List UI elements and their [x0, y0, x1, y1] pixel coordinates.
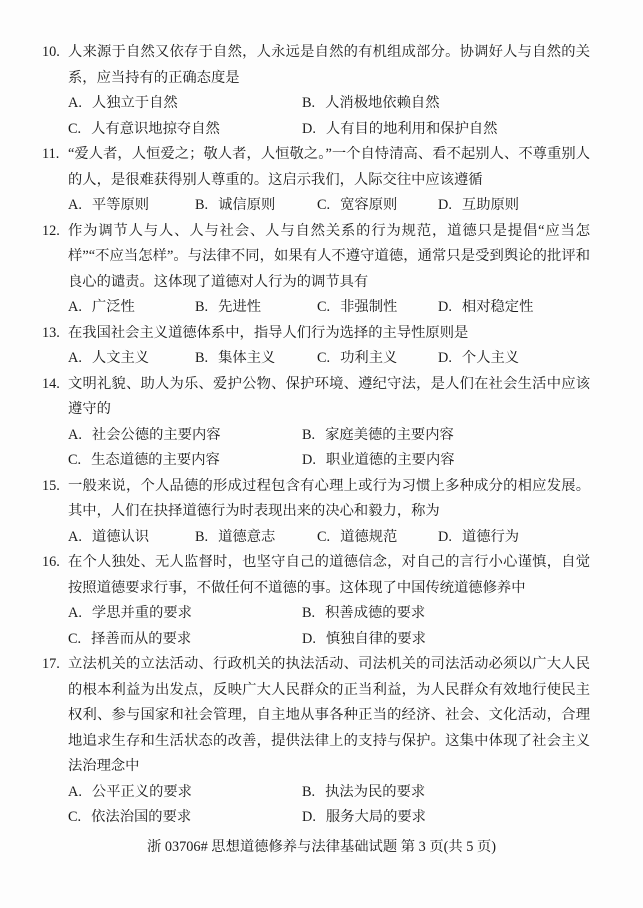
question-body [68, 40, 590, 142]
option-text: 诚信原则 [218, 197, 276, 213]
question-text: 作为调节人与人、人与社会、人与自然关系的行为规范，道德只是提倡“应当怎样”“不应当怎样”。与法律不同，如果有人不遵守道德，通常只是受到舆论的批评和良心的谴责。这体现了道德对人行为的调节具有 [68, 222, 590, 290]
option-label: D. [438, 350, 452, 366]
option-text: 道德意志 [218, 528, 276, 545]
question-number: 12. [42, 222, 60, 239]
option-label: A. [68, 197, 82, 213]
option-text: 社会公德的主要内容 [91, 426, 221, 443]
option-label: C. [317, 299, 331, 315]
option-label: C. [68, 120, 82, 137]
option-label: A. [68, 783, 82, 800]
question [42, 219, 590, 321]
option-label: C. [68, 809, 82, 825]
option-label: C. [317, 350, 331, 366]
question-number: 15. [42, 477, 60, 494]
option-text: 职业道德的主要内容 [325, 452, 455, 468]
option-label: A. [68, 528, 82, 545]
option-label: D. [302, 630, 316, 647]
question-number: 16. [42, 554, 60, 570]
option-text: 先进性 [218, 299, 262, 315]
question [42, 40, 590, 142]
option [438, 295, 590, 321]
option-text: 家庭美德的主要内容 [325, 426, 454, 443]
option [195, 525, 317, 551]
question-text: 立法机关的立法活动、行政机关的执法活动、司法机关的司法活动必须以广大人民的根本利益为出发点，反映广大人民群众的正当利益，为人民群众有效地行使民主权利、参与国家和社会管理，自主地从事各种正当的经济、社会、文化活动，合理地追求生存和生活状态的改善，提供法律上的支持与保护。这集中体现了社会主义法治理念中 [68, 656, 590, 774]
question-number: 10. [42, 44, 60, 60]
question-number: 11. [42, 146, 60, 162]
option [302, 448, 590, 474]
option-text: 人有意识地掠夺自然 [91, 120, 220, 137]
option-label: D. [302, 809, 316, 825]
question-number: 17. [42, 656, 60, 672]
option [195, 193, 317, 219]
question [42, 652, 590, 831]
option-text: 人有目的地利用和保护自然 [325, 120, 498, 137]
option-text: 慎独自律的要求 [325, 630, 426, 647]
option [438, 193, 590, 219]
option [302, 117, 590, 143]
question-body [68, 652, 590, 831]
option-label: B. [195, 299, 209, 315]
option-text: 非强制性 [340, 299, 398, 315]
option [195, 346, 317, 372]
option-text: 道德认识 [91, 528, 150, 545]
option [68, 627, 302, 653]
option-label: C. [317, 528, 331, 545]
option-text: 积善成德的要求 [325, 605, 426, 621]
option-label: A. [68, 426, 82, 443]
option-text: 依法治国的要求 [91, 809, 192, 825]
question-body [68, 142, 590, 219]
option-label: D. [302, 452, 316, 468]
option [68, 295, 195, 321]
option-label: A. [68, 350, 82, 366]
question-text: 在个人独处、无人监督时，也坚守自己的道德信念，对自己的言行小心谨慎，自觉按照道德要求行事，不做任何不道德的事。这体现了中国传统道德修养中 [68, 554, 590, 596]
option-text: 执法为民的要求 [325, 783, 426, 800]
option [68, 601, 302, 627]
options-grid [68, 423, 590, 474]
option-label: D. [438, 197, 452, 213]
option-text: 平等原则 [91, 197, 150, 213]
question [42, 372, 590, 474]
page-footer: 浙 03706# 思想道德修养与法律基础试题 第 3 页(共 5 页) [146, 839, 497, 855]
option [68, 346, 195, 372]
option-text: 择善而从的要求 [91, 630, 192, 647]
option [317, 193, 438, 219]
option-text: 道德规范 [340, 528, 398, 545]
option [68, 805, 302, 831]
option [317, 295, 438, 321]
option-text: 学思并重的要求 [91, 605, 192, 621]
option [68, 780, 302, 806]
option-label: A. [68, 95, 82, 111]
option-text: 互助原则 [461, 197, 520, 213]
question-body [68, 474, 590, 551]
question [42, 550, 590, 652]
option-text: 道德行为 [461, 528, 520, 545]
option [302, 805, 590, 831]
option-label: B. [302, 605, 316, 621]
question-text: 人来源于自然又依存于自然，人永远是自然的有机组成部分。协调好人与自然的关系，应当持有的正确态度是 [68, 44, 590, 86]
option-label: C. [68, 630, 82, 647]
question-body [68, 219, 590, 321]
option-label: D. [302, 120, 316, 137]
question-number: 14. [42, 375, 60, 392]
option-label: A. [68, 605, 82, 621]
question-text: 一般来说，个人品德的形成过程包含有心理上或行为习惯上多种成分的相应发展。其中，人们在抉择道德行为时表现出来的决心和毅力，称为 [68, 477, 590, 519]
questions-list [42, 40, 590, 831]
option [68, 91, 302, 117]
option-text: 人独立于自然 [91, 95, 178, 111]
option-label: B. [195, 197, 209, 213]
options-grid [68, 346, 590, 372]
option-text: 公平正义的要求 [91, 783, 192, 800]
option [317, 525, 438, 551]
option [68, 525, 195, 551]
question [42, 321, 590, 372]
question-text: 在我国社会主义道德体系中，指导人们行为选择的主导性原则是 [68, 324, 469, 341]
question [42, 142, 590, 219]
option [302, 601, 590, 627]
option-text: 生态道德的主要内容 [91, 452, 220, 468]
options-grid [68, 525, 590, 551]
question-number: 13. [42, 324, 60, 341]
option-text: 人消极地依赖自然 [325, 95, 440, 111]
option-text: 广泛性 [91, 299, 135, 315]
option-text: 功利主义 [340, 350, 398, 366]
option-text: 集体主义 [218, 350, 276, 366]
options-grid [68, 193, 590, 219]
option [195, 295, 317, 321]
option-label: B. [195, 528, 209, 545]
option [302, 780, 590, 806]
option-label: D. [438, 528, 452, 545]
option-label: B. [302, 426, 316, 443]
option-text: 服务大局的要求 [325, 809, 426, 825]
option [68, 448, 302, 474]
option-label: A. [68, 299, 82, 315]
option [438, 525, 590, 551]
option [68, 423, 302, 449]
option [438, 346, 590, 372]
options-grid [68, 91, 590, 142]
option [317, 346, 438, 372]
option-text: 个人主义 [461, 350, 520, 366]
question-body [68, 550, 590, 652]
option [302, 91, 590, 117]
options-grid [68, 780, 590, 831]
question-text: 文明礼貌、助人为乐、爱护公物、保护环境、遵纪守法，是人们在社会生活中应该遵守的 [68, 375, 590, 417]
option [302, 627, 590, 653]
option [302, 423, 590, 449]
option-label: B. [302, 783, 316, 800]
question [42, 474, 590, 551]
question-body [68, 372, 590, 474]
option-text: 宽容原则 [340, 197, 398, 213]
question-text: “爱人者，人恒爱之；敬人者，人恒敬之。”一个自恃清高、看不起别人、不尊重别人的人，是很难获得别人尊重的。这启示我们，人际交往中应该遵循 [68, 146, 590, 188]
options-grid [68, 601, 590, 652]
option-text: 相对稳定性 [461, 299, 534, 315]
option-text: 人文主义 [91, 350, 150, 366]
option [68, 117, 302, 143]
option-label: C. [68, 452, 82, 468]
options-grid [68, 295, 590, 321]
question-body [68, 321, 590, 372]
option-label: D. [438, 299, 452, 315]
option-label: C. [317, 197, 331, 213]
option-label: B. [195, 350, 209, 366]
option-label: B. [302, 95, 316, 111]
option [68, 193, 195, 219]
